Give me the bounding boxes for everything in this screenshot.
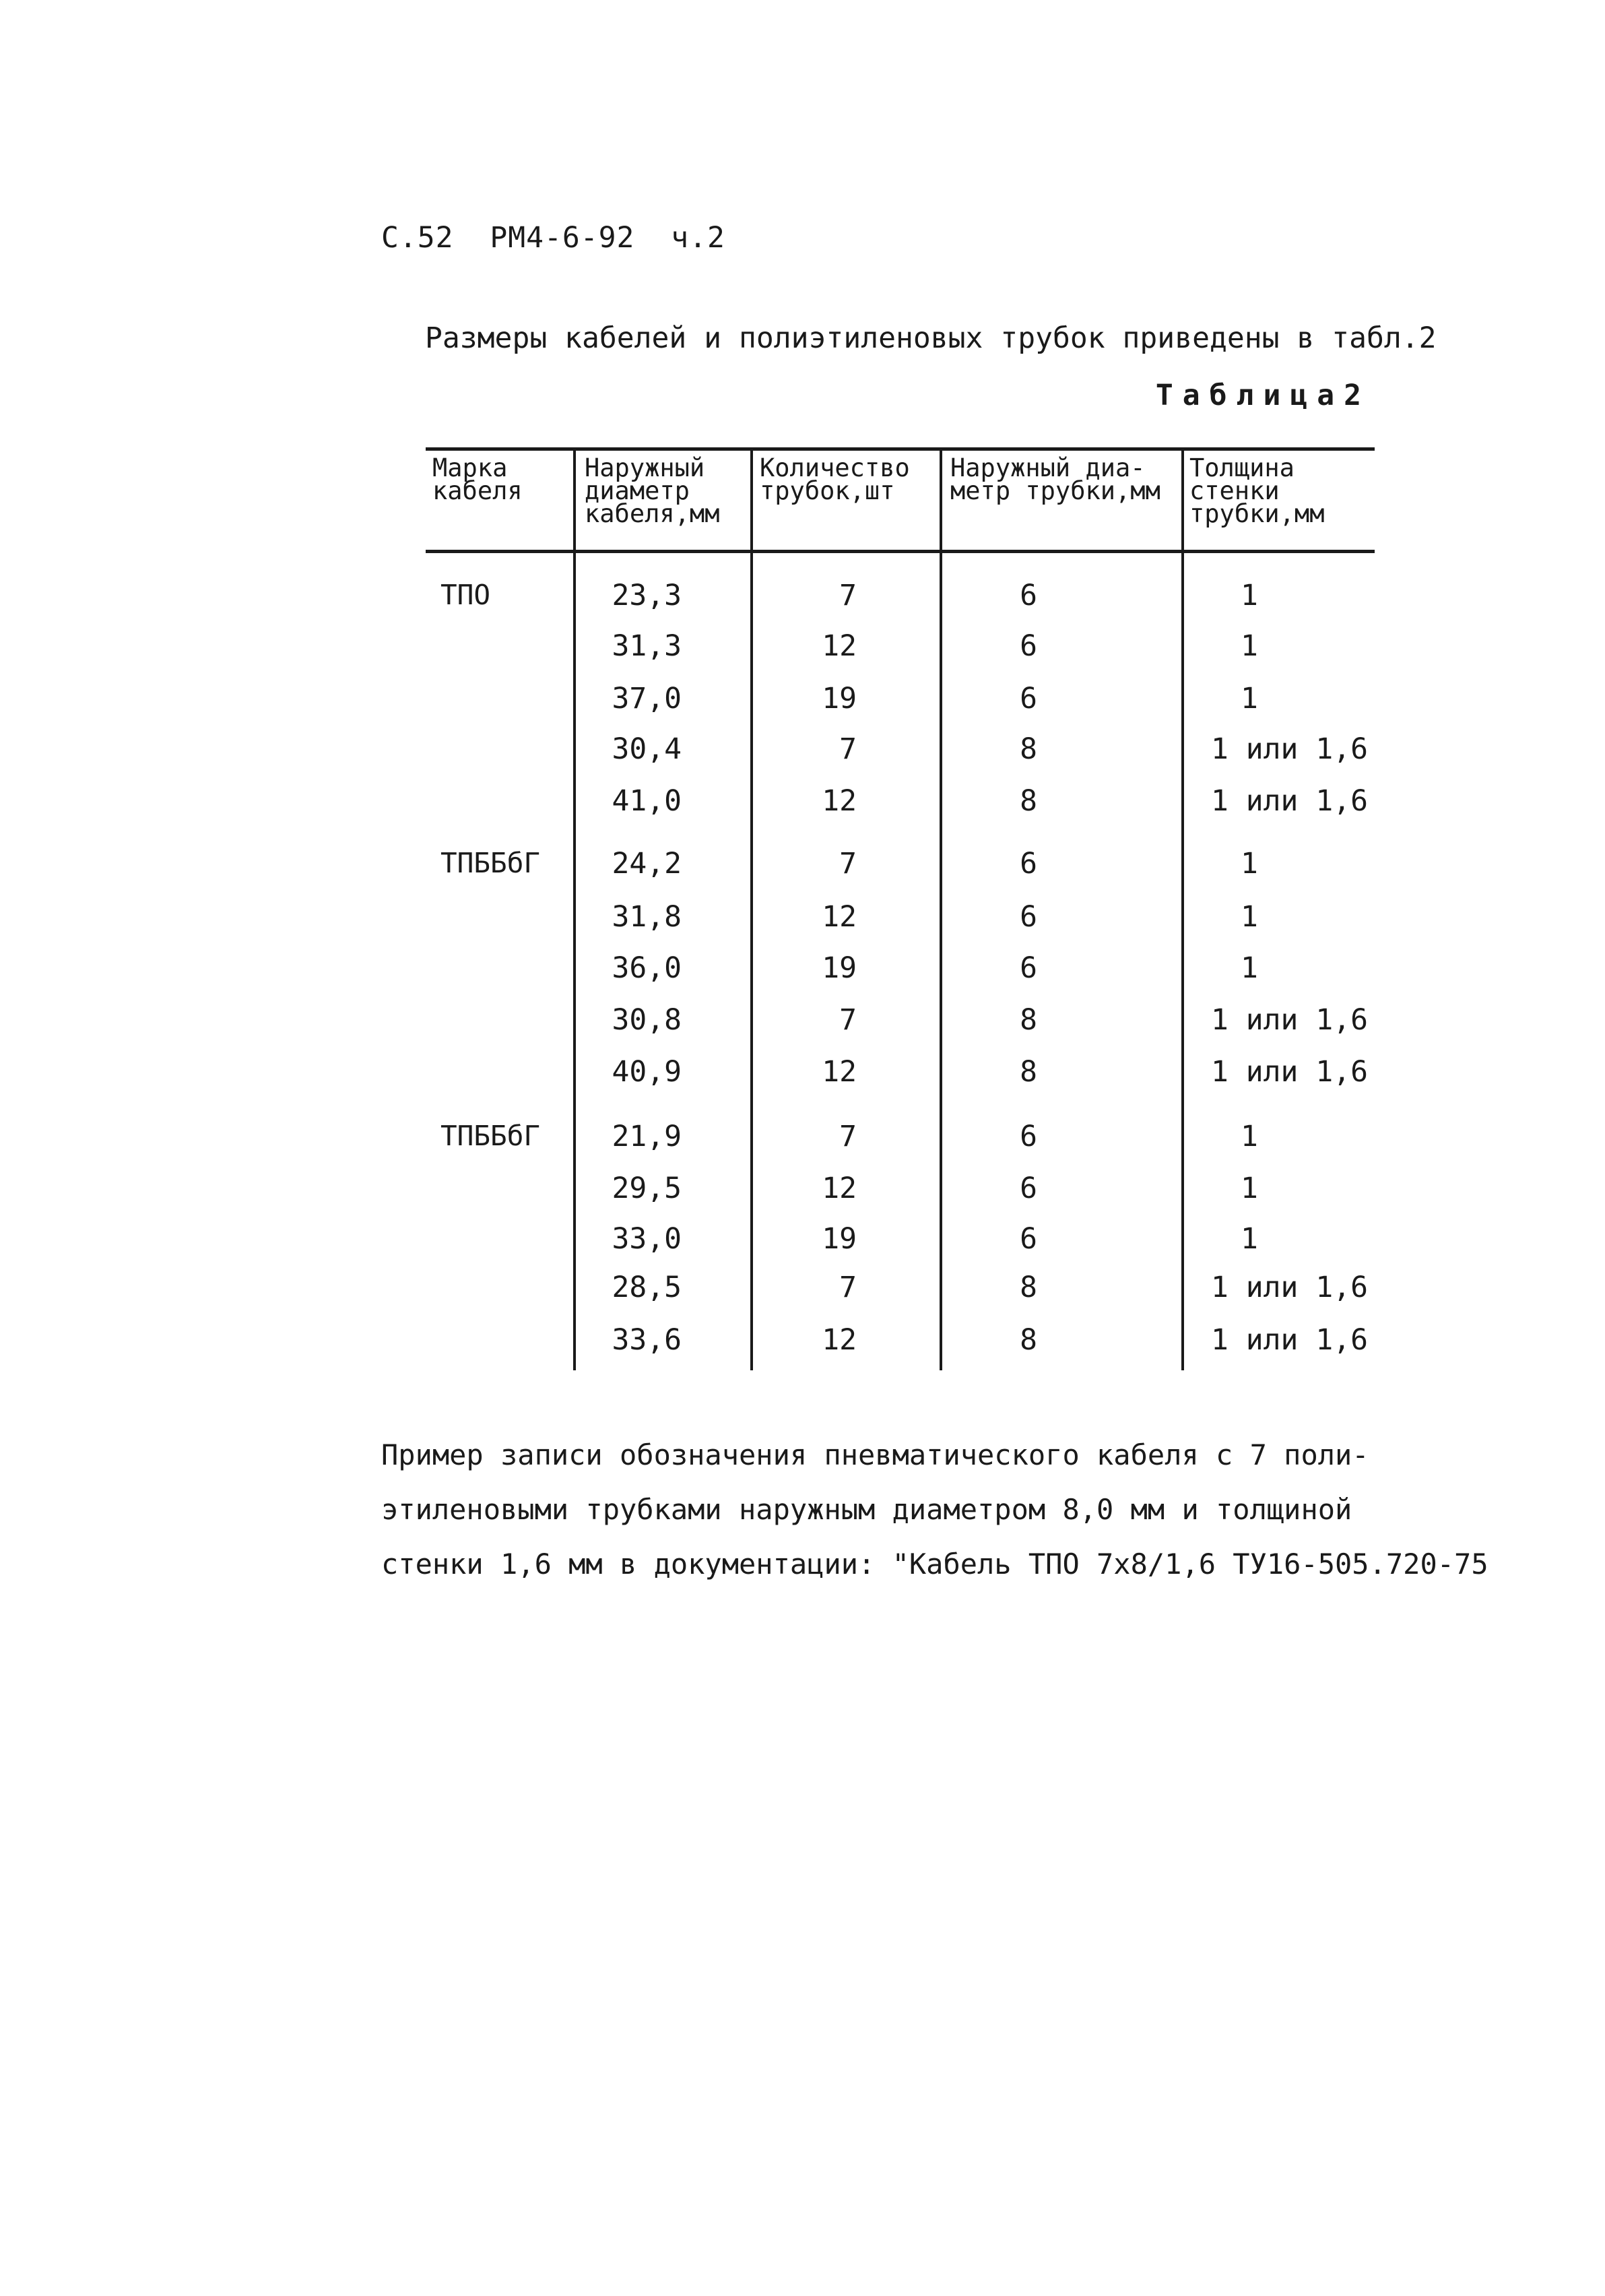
cell-tube-diameter: 6 bbox=[1020, 1172, 1037, 1205]
cell-tube-diameter: 6 bbox=[1020, 1222, 1037, 1256]
page-header bbox=[381, 221, 725, 255]
cell-wall-thickness: 1 или 1,6 bbox=[1211, 784, 1368, 818]
cell-wall-thickness: 1 bbox=[1241, 1120, 1258, 1153]
column-header-mark: Марка кабеля bbox=[432, 453, 523, 505]
cell-tube-count: 12 bbox=[822, 629, 857, 663]
cell-tube-count: 7 bbox=[839, 732, 857, 766]
cell-cable-diameter: 29,5 bbox=[612, 1172, 682, 1205]
cell-cable-diameter: 31,3 bbox=[612, 629, 682, 663]
column-separator bbox=[1181, 447, 1184, 1370]
table-caption: Таблица2 bbox=[1155, 379, 1371, 412]
cell-cable-diameter: 24,2 bbox=[612, 847, 682, 881]
cell-wall-thickness: 1 bbox=[1241, 900, 1258, 934]
column-header-wall-thickness: Толщина стенки трубки,мм bbox=[1189, 453, 1325, 528]
document-code: РМ4-6-92 bbox=[490, 221, 635, 255]
cell-wall-thickness: 1 bbox=[1241, 629, 1258, 663]
cell-wall-thickness: 1 или 1,6 bbox=[1211, 1055, 1368, 1089]
cell-tube-count: 19 bbox=[822, 682, 857, 715]
cell-tube-count: 12 bbox=[822, 900, 857, 934]
cell-tube-diameter: 6 bbox=[1020, 579, 1037, 612]
cell-tube-count: 12 bbox=[822, 1055, 857, 1089]
page-number: С.52 bbox=[381, 221, 454, 255]
cell-cable-diameter: 33,6 bbox=[612, 1323, 682, 1357]
cell-cable-diameter: 41,0 bbox=[612, 784, 682, 818]
cell-wall-thickness: 1 bbox=[1241, 579, 1258, 612]
cell-cable-diameter: 33,0 bbox=[612, 1222, 682, 1256]
cell-tube-count: 12 bbox=[822, 784, 857, 818]
column-separator bbox=[940, 447, 942, 1370]
cell-wall-thickness: 1 bbox=[1241, 682, 1258, 715]
cell-cable-diameter: 21,9 bbox=[612, 1120, 682, 1153]
cell-wall-thickness: 1 или 1,6 bbox=[1211, 1271, 1368, 1304]
column-header-tube-diameter: Наружный диа- метр трубки,мм bbox=[950, 453, 1160, 505]
cell-tube-diameter: 8 bbox=[1020, 1271, 1037, 1304]
cell-wall-thickness: 1 или 1,6 bbox=[1211, 1003, 1368, 1037]
cell-cable-diameter: 30,4 bbox=[612, 732, 682, 766]
cell-cable-diameter: 28,5 bbox=[612, 1271, 682, 1304]
cell-wall-thickness: 1 или 1,6 bbox=[1211, 732, 1368, 766]
cell-tube-count: 12 bbox=[822, 1172, 857, 1205]
cell-tube-diameter: 6 bbox=[1020, 951, 1037, 985]
column-header-tube-count: Количество трубок,шт bbox=[760, 453, 910, 505]
cell-cable-diameter: 37,0 bbox=[612, 682, 682, 715]
intro-text: Размеры кабелей и полиэтиленовых трубок приведены в табл.2 bbox=[425, 321, 1437, 355]
table-top-rule bbox=[426, 447, 1375, 451]
cell-cable-diameter: 31,8 bbox=[612, 900, 682, 934]
cell-tube-diameter: 8 bbox=[1020, 784, 1037, 818]
cell-wall-thickness: 1 bbox=[1241, 1222, 1258, 1256]
cell-tube-diameter: 8 bbox=[1020, 1055, 1037, 1089]
cell-wall-thickness: 1 bbox=[1241, 847, 1258, 881]
example-line-3: стенки 1,6 мм в документации: "Кабель ТПО 7х8/1,6 ТУ16-505.720-75 bbox=[381, 1548, 1488, 1581]
table-header-rule bbox=[426, 550, 1375, 553]
cell-tube-diameter: 8 bbox=[1020, 1323, 1037, 1357]
cell-wall-thickness: 1 или 1,6 bbox=[1211, 1323, 1368, 1357]
cell-tube-diameter: 6 bbox=[1020, 682, 1037, 715]
cell-tube-count: 7 bbox=[839, 1120, 857, 1153]
cell-tube-diameter: 6 bbox=[1020, 1120, 1037, 1153]
cell-cable-diameter: 30,8 bbox=[612, 1003, 682, 1037]
cell-wall-thickness: 1 bbox=[1241, 951, 1258, 985]
cell-cable-diameter: 40,9 bbox=[612, 1055, 682, 1089]
cell-tube-count: 12 bbox=[822, 1323, 857, 1357]
column-separator bbox=[573, 447, 576, 1370]
cell-tube-count: 7 bbox=[839, 579, 857, 612]
cell-cable-diameter: 36,0 bbox=[612, 951, 682, 985]
cell-tube-count: 7 bbox=[839, 1003, 857, 1037]
cell-tube-count: 7 bbox=[839, 847, 857, 881]
column-header-cable-diameter: Наружный диаметр кабеля,мм bbox=[585, 453, 720, 528]
cell-tube-diameter: 8 bbox=[1020, 732, 1037, 766]
column-separator bbox=[750, 447, 753, 1370]
cable-table bbox=[426, 447, 1375, 1370]
cell-tube-diameter: 6 bbox=[1020, 629, 1037, 663]
document-part: ч.2 bbox=[671, 221, 725, 255]
cable-mark: ТПО bbox=[440, 579, 491, 611]
example-line-2: этиленовыми трубками наружным диаметром 8,0 мм и толщиной bbox=[381, 1493, 1352, 1526]
cell-wall-thickness: 1 bbox=[1241, 1172, 1258, 1205]
cable-mark: ТПББбГ bbox=[440, 847, 541, 879]
cell-tube-diameter: 6 bbox=[1020, 900, 1037, 934]
cell-tube-count: 19 bbox=[822, 1222, 857, 1256]
cell-tube-diameter: 8 bbox=[1020, 1003, 1037, 1037]
cell-cable-diameter: 23,3 bbox=[612, 579, 682, 612]
cell-tube-diameter: 6 bbox=[1020, 847, 1037, 881]
example-line-1: Пример записи обозначения пневматического кабеля с 7 поли- bbox=[381, 1438, 1369, 1471]
cable-mark: ТПББбГ bbox=[440, 1120, 541, 1152]
cell-tube-count: 7 bbox=[839, 1271, 857, 1304]
cell-tube-count: 19 bbox=[822, 951, 857, 985]
